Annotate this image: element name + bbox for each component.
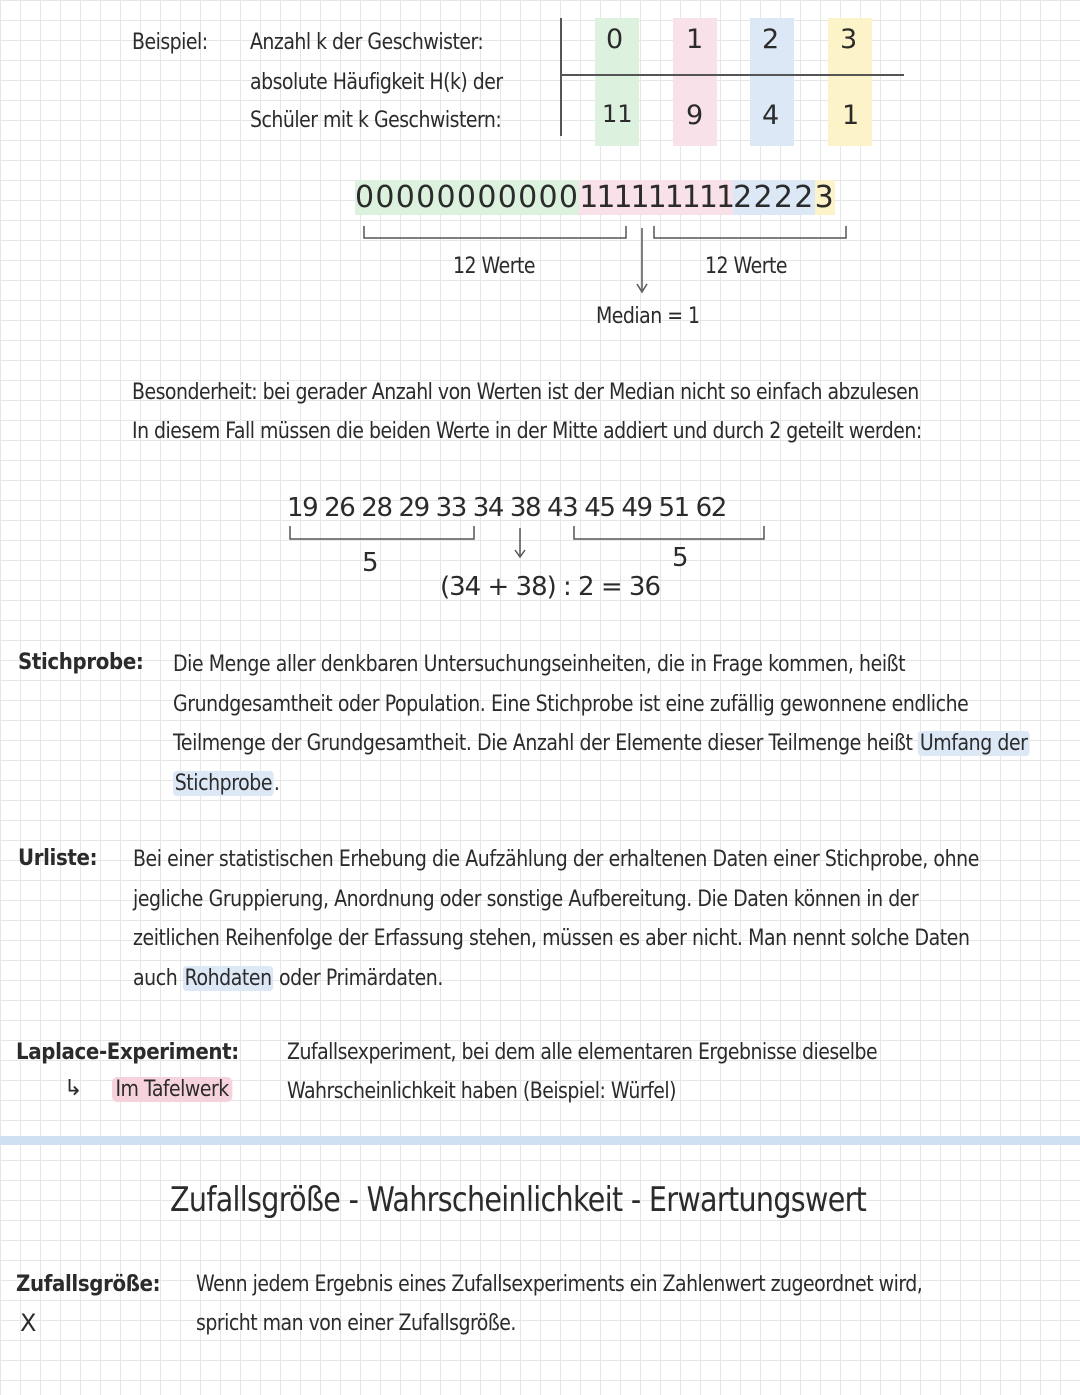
urliste-term: Urliste:	[18, 846, 98, 871]
right-count-label: 12 Werte	[705, 254, 788, 279]
zufallsgroesse-term: Zufallsgröße:	[16, 1272, 161, 1297]
stichprobe-line-2: Grundgesamtheit oder Population. Eine Stichprobe ist eine zufällig gewonnene endliche	[173, 691, 969, 717]
stichprobe-highlight: Stichprobe	[174, 770, 273, 796]
h-value-2: 4	[762, 100, 780, 131]
even-left-count: 5	[362, 548, 379, 578]
arrow-icon: ↳	[64, 1076, 83, 1101]
laplace-line-2: Wahrscheinlichkeit haben (Beispiel: Würfel)	[287, 1079, 676, 1104]
laplace-term: Laplace-Experiment:	[16, 1040, 239, 1065]
h-value-3: 1	[842, 100, 860, 131]
sequence-zeros: 00000000000	[355, 180, 580, 215]
special-line-2: In diesem Fall müssen die beiden Werte in der Mitte addiert und durch 2 geteilt werden:	[132, 419, 922, 444]
h-value-1: 9	[686, 100, 704, 131]
special-line-1: Besonderheit: bei gerader Anzahl von Werten ist der Median nicht so einfach abzulesen	[132, 380, 919, 405]
example-label: Beispiel:	[132, 30, 208, 55]
stichprobe-term: Stichprobe:	[18, 650, 144, 675]
zufallsgroesse-line-1: Wenn jedem Ergebnis eines Zufallsexperiments ein Zahlenwert zugeordnet wird,	[196, 1272, 923, 1297]
sequence-brackets	[0, 0, 1080, 340]
stichprobe-line-3-text: Teilmenge der Grundgesamtheit. Die Anzahl der Elemente dieser Teilmenge heißt	[173, 731, 919, 756]
even-number-list: 19 26 28 29 33 34 38 43 45 49 51 62	[287, 493, 726, 523]
stichprobe-line-3	[173, 724, 1059, 764]
left-count-label: 12 Werte	[453, 254, 536, 279]
urliste-line-1: Bei einer statistischen Erhebung die Aufzählung der erhaltenen Daten einer Stichprobe, ohne	[133, 847, 979, 872]
rohdaten-highlight: Rohdaten	[184, 965, 272, 991]
k-value-2: 2	[762, 24, 780, 55]
section-divider	[0, 1136, 1080, 1145]
laplace-line-1: Zufallsexperiment, bei dem alle elementaren Ergebnisse dieselbe	[287, 1040, 878, 1065]
sequence-three: 3	[814, 180, 836, 215]
example-desc-line-3: Schüler mit k Geschwistern:	[250, 108, 502, 133]
urliste-line-4-start: auch	[133, 965, 183, 991]
umfang-highlight: Umfang der	[919, 731, 1028, 756]
urliste-line-4	[133, 959, 1027, 999]
k-value-0: 0	[606, 24, 624, 55]
section-title: Zufallsgröße - Wahrscheinlichkeit - Erwartungswert	[170, 1180, 867, 1220]
tafelwerk-note: Im Tafelwerk	[112, 1077, 232, 1102]
k-value-3: 3	[840, 24, 858, 55]
k-value-1: 1	[686, 24, 704, 55]
urliste-definition	[133, 840, 1027, 998]
zufallsgroesse-line-2: spricht man von einer Zufallsgröße.	[196, 1311, 516, 1336]
median-calculation: (34 + 38) : 2 = 36	[440, 572, 660, 602]
sequence-twos: 2222	[733, 180, 815, 215]
sequence-ones: 111111111	[579, 180, 734, 215]
h-value-0: 11	[602, 100, 633, 128]
stichprobe-line-4	[173, 764, 1059, 804]
stichprobe-line-4-end: .	[273, 770, 280, 796]
even-list-brackets	[0, 520, 1080, 570]
example-desc-line-1: Anzahl k der Geschwister:	[250, 30, 484, 55]
median-label: Median = 1	[596, 304, 700, 329]
zufallsgroesse-symbol: X	[20, 1309, 37, 1337]
stichprobe-line-1: Die Menge aller denkbaren Untersuchungseinheiten, die in Frage kommen, heißt	[173, 652, 906, 677]
urliste-line-2: jegliche Gruppierung, Anordnung oder sonstige Aufbereitung. Die Daten können in der	[133, 886, 919, 912]
stichprobe-definition	[173, 645, 1059, 803]
urliste-line-4-end: oder Primärdaten.	[273, 965, 443, 991]
urliste-line-3: zeitlichen Reihenfolge der Erfassung stehen, müssen es aber nicht. Man nennt solche Daten	[133, 926, 970, 951]
even-right-count: 5	[672, 543, 689, 573]
example-desc-line-2: absolute Häufigkeit H(k) der	[250, 70, 503, 95]
